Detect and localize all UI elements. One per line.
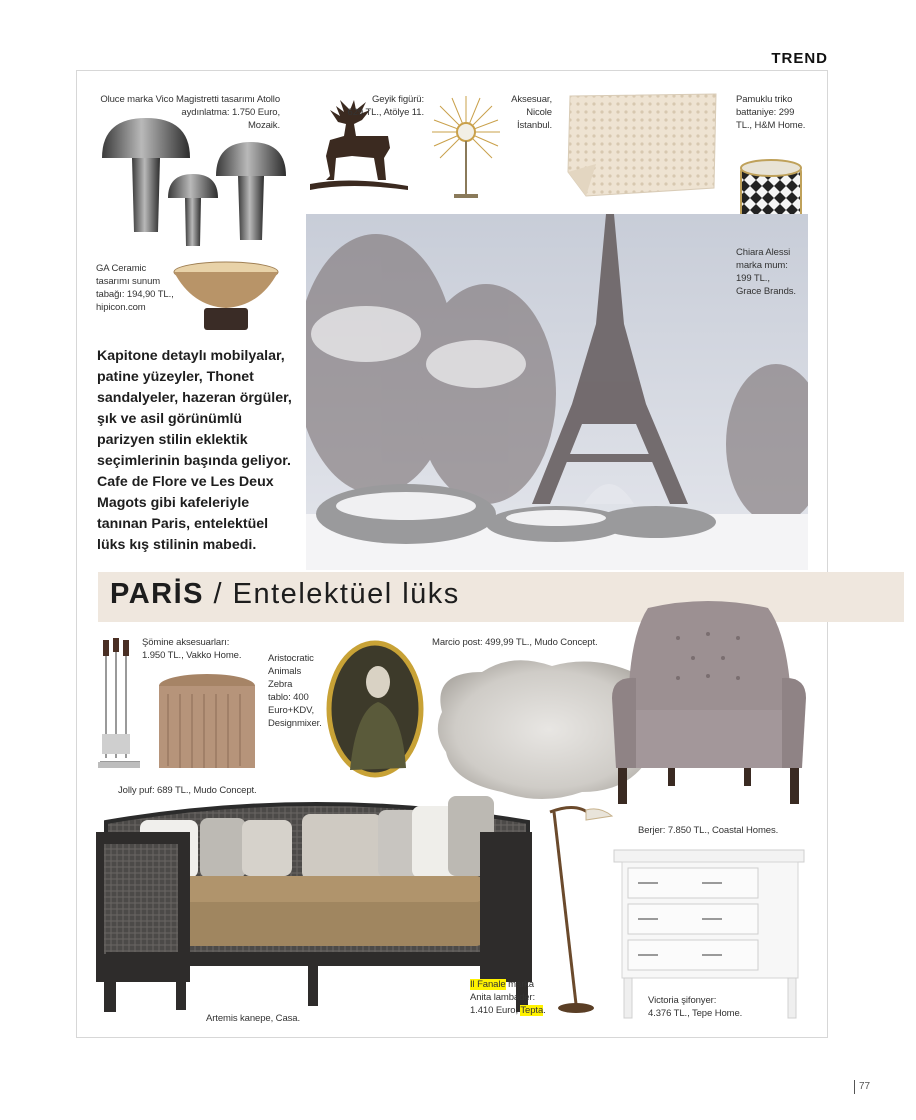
caption-line: Aksesuar,	[511, 94, 552, 105]
caption-line	[470, 978, 570, 991]
caption-line: 629 TL., Atölye 11.	[347, 107, 424, 118]
caption-line: tablo: 400	[268, 692, 309, 703]
atollo-lamps-image	[98, 112, 294, 252]
caption-line: 1.950 TL., Vakko Home.	[142, 650, 242, 661]
sofa-caption: Artemis kanepe, Casa.	[206, 1013, 300, 1024]
caption-line: marka mum:	[736, 260, 788, 271]
knit-blanket-image	[566, 92, 720, 200]
caption-line: Mozaik.	[247, 120, 280, 131]
caption-line: Geyik figürü:	[371, 94, 424, 105]
tufted-armchair-image	[608, 598, 810, 812]
eiffel-tower-winter-photo	[306, 214, 808, 570]
caption-text: .	[543, 1005, 546, 1016]
caption-line: 199 TL.,	[736, 273, 770, 284]
fireplace-tools-image	[96, 638, 144, 774]
rug-caption: Marcio post: 499,99 TL., Mudo Concept.	[432, 637, 598, 648]
caption-line: TL., H&M Home.	[736, 120, 806, 131]
blanket-caption	[736, 93, 816, 132]
dresser-caption	[648, 994, 778, 1020]
fringe-pouf-image	[156, 674, 258, 774]
caption-line: aydınlatma: 1.750 Euro,	[181, 107, 280, 118]
caption-line: Pamuklu triko	[736, 94, 793, 105]
caption-text: 1.410 Euro,	[470, 1005, 521, 1016]
caption-line: battaniye: 299	[736, 107, 795, 118]
caption-text: marka	[505, 979, 534, 990]
caption-line: Nicole	[526, 107, 552, 118]
caption-line: 4.376 TL., Tepe Home.	[648, 1008, 743, 1019]
caption-line: Şömine aksesuarları:	[142, 637, 230, 648]
headline-subtitle: / Entelektüel lüks	[203, 578, 460, 610]
intro-paragraph: Kapitone detaylı mobilyalar, patine yüzeyler, Thonet sandalyeler, hazeran örgüler, şık ve asil görünümlü parizyen stilin eklektik seçimlerinin başında geliyor. Cafe de Flore ve Les Deux Magots gibi kafeleriyle tanınan Paris, entelektüel lüks kış stilinin mabedi.	[97, 348, 292, 553]
headline-city: PARİS	[110, 578, 204, 610]
painting-caption	[268, 652, 330, 730]
caption-line: Aristocratic	[268, 653, 314, 664]
caption-line: Animals	[268, 666, 302, 677]
brand-highlight: Il Fanale	[470, 979, 506, 990]
store-highlight: Tepta	[520, 1005, 544, 1016]
bowl-caption	[96, 262, 180, 314]
chair-caption: Berjer: 7.850 TL., Coastal Homes.	[638, 825, 779, 836]
page-number: 77	[854, 1080, 870, 1094]
caption-line: Oluce marka Vico Magistretti tasarımı Atollo	[100, 94, 280, 105]
caption-line: Anita lambader:	[470, 992, 536, 1003]
caption-line: Grace Brands.	[736, 286, 796, 297]
caption-line: tabağı: 194,90 TL.,	[96, 289, 174, 300]
accessory-caption	[490, 93, 552, 132]
caption-line: İstanbul.	[516, 120, 552, 131]
caption-line: tasarımı sunum	[96, 276, 161, 287]
lamp-caption	[96, 93, 280, 132]
aristocratic-animal-painting	[326, 640, 424, 778]
section-label: TREND	[771, 50, 828, 67]
caption-line: Designmixer.	[268, 718, 322, 729]
floorlamp-caption	[470, 978, 570, 1017]
caption-line: Euro+KDV,	[268, 705, 315, 716]
fireplace-caption	[142, 636, 262, 662]
ceramic-bowl-image	[172, 260, 280, 332]
deer-caption	[326, 93, 424, 119]
caption-line: Victoria şifonyer:	[648, 995, 717, 1006]
candle-caption	[736, 246, 816, 298]
caption-line	[470, 1004, 570, 1017]
pouf-caption: Jolly puf: 689 TL., Mudo Concept.	[118, 785, 257, 796]
caption-line: GA Ceramic	[96, 263, 147, 274]
caption-line: Chiara Alessi	[736, 247, 791, 258]
caption-line: hipicon.com	[96, 302, 146, 313]
caption-line: Zebra	[268, 679, 293, 690]
page-headline	[110, 578, 460, 611]
